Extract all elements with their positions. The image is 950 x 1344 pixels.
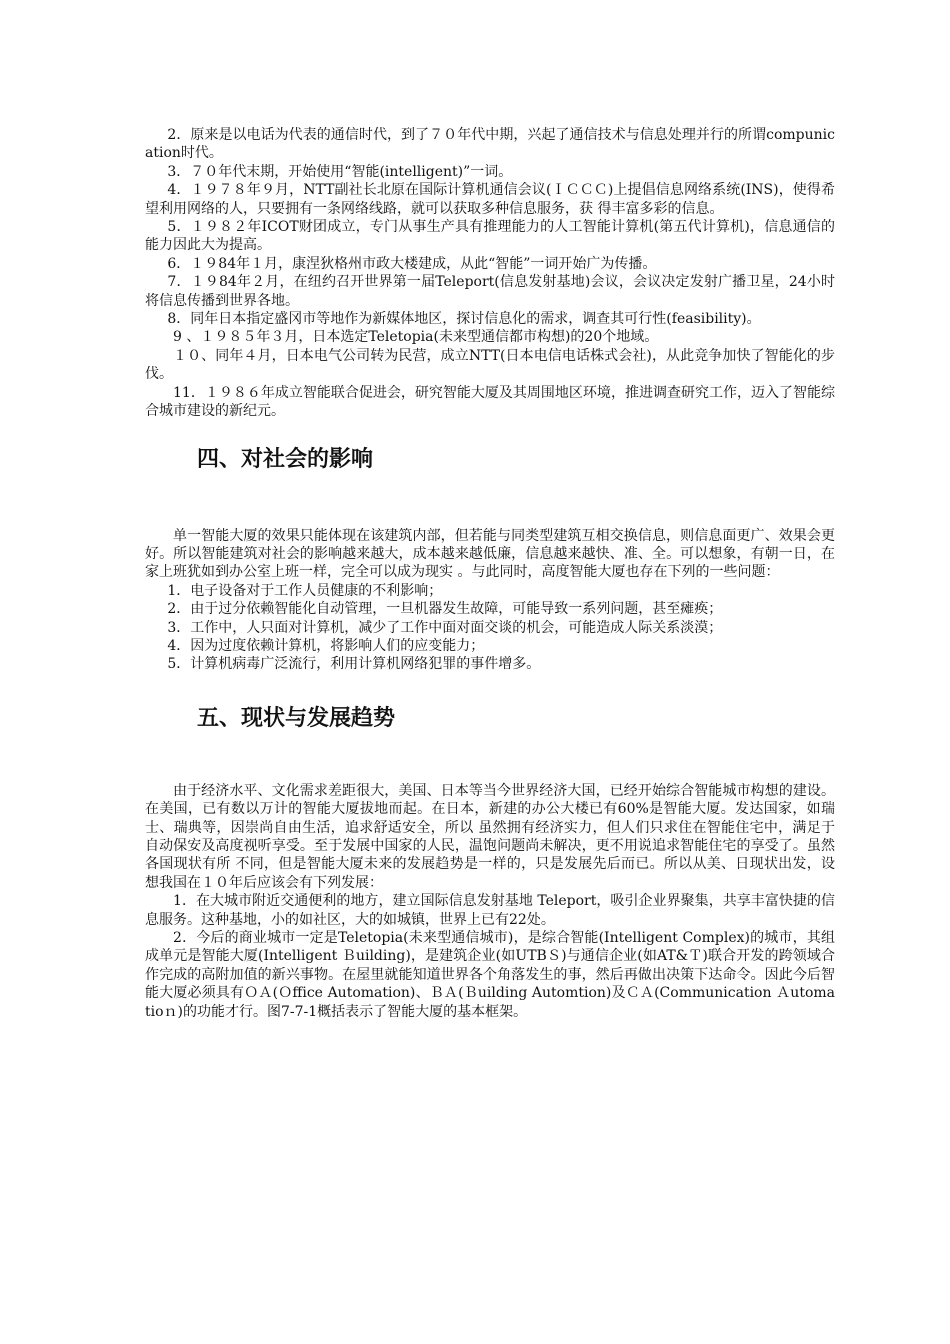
paragraph: 由于经济水平、文化需求差距很大，美国、日本等当今世界经济大国，已经开始综合智能城市构想的建设。在美国，已有数以万计的智能大厦拔地而起。在日本，新建的办公大楼已有60%是智能大厦。发达国家，如瑞士、瑞典等，因崇尚自由生活，追求舒适安全，所以 虽然拥有经济实力，但人们只求住在智能住宅中，满足于自动保安及高度视听享受。至于发展中国家的人民，温饱问题尚未解决，更不用说追求智能住宅的享受了。虽然各国现状有所 不同，但是智能大厦未来的发展趋势是一样的，只是发展先后而已。所以从美、日现状出发，设想我国在１０年后应该会有下列发展：: [145, 782, 835, 891]
list-item: 4．因为过度依赖计算机，将影响人们的应变能力；: [167, 637, 485, 654]
list-item: 11．１９８６年成立智能联合促进会，研究智能大厦及其周围地区环境，推进调查研究工作，迈入了智能综合城市建设的新纪元。: [145, 384, 835, 420]
list-item: 7．１９84年２月，在纽约召开世界第一届Teleport(信息发射基地)会议，会议决定发射广播卫星，24小时将信息传播到世界各地。: [145, 274, 835, 309]
list-item: 3．工作中，人只面对计算机，减少了工作中面对面交谈的机会，可能造成人际关系淡漠；: [167, 619, 723, 636]
list-item: 4．１９７８年９月，NTT副社长北原在国际计算机通信会议(ＩＣＣＣ)上提倡信息网络系统(INS)，使得希望利用网络的人，只要拥有一条网络线路，就可以获取多种信息服务，获 得丰富多彩的信息。: [145, 182, 835, 217]
list-item: 8．同年日本指定盛冈市等地作为新媒体地区，探讨信息化的需求，调查其可行性(feasibility)。: [167, 311, 761, 328]
section-heading-4: 四、对社会的影响: [197, 446, 374, 472]
section-heading-5: 五、现状与发展趋势: [197, 705, 396, 731]
list-item: 1．在大城市附近交通便利的地方，建立国际信息发射基地 Teleport，吸引企业界聚集，共享丰富快捷的信息服务。这种基地，小的如社区，大的如城镇，世界上已有22处。: [145, 893, 835, 928]
list-item: 5．计算机病毒广泛流行，利用计算机网络犯罪的事件增多。: [167, 656, 541, 673]
list-item: 2．今后的商业城市一定是Teletopia(未来型通信城市)，是综合智能(Intelligent Complex)的城市，其组成单元是智能大厦(Intelligent Ｂuilding)，是建筑企业(如UTBＳ)与通信企业(如AT&Ｔ)联合开发的跨领域合作完成的高附加值的新兴事物。在屋里就能知道世界各个角落发生的事，然后再做出决策下达命令。因此今后智能大厦必须具有ＯＡ(Ｏffice Automation)、ＢＡ(Ｂuilding Automtion)及ＣＡ(Communication Ａutomatioｎ)的功能才行。图7-7-1概括表示了智能大厦的基本框架。: [145, 930, 835, 1020]
list-item: 6．１９84年１月，康涅狄格州市政大楼建成，从此“智能”一词开始广为传播。: [167, 255, 657, 272]
list-item: 3．７０年代末期，开始使用“智能(intelligent)”一词。: [167, 163, 513, 180]
section-5-body: [145, 782, 835, 1021]
list-item: 9 、１９８５年３月，日本选定Teletopia(未来型通信都市构想)的20个地域。: [173, 329, 659, 346]
list-item: 1．电子设备对于工作人员健康的不利影响；: [167, 582, 443, 599]
paragraph: 单一智能大厦的效果只能体现在该建筑内部，但若能与同类型建筑互相交换信息，则信息面更广、效果会更好。所以智能建筑对社会的影响越来越大，成本越来越低廉，信息越来越快、准、全。可以想象，有朝一日，在家上班犹如到办公室上班一样，完全可以成为现实 。与此同时，高度智能大厦也存在下列的一些问题：: [145, 527, 835, 581]
section-4-body: [145, 527, 835, 674]
list-item: 2．原来是以电话为代表的通信时代，到了７０年代中期，兴起了通信技术与信息处理并行的所谓compunication时代。: [145, 127, 835, 162]
document-page: [145, 126, 835, 1021]
list-item: 5．１９８２年ICOT财团成立，专门从事生产具有推理能力的人工智能计算机(第五代计算机)，信息通信的能力因此大为提高。: [145, 219, 835, 254]
section-3-list: [145, 126, 835, 421]
list-item: １０、同年４月，日本电气公司转为民营，成立NTT(日本电信电话株式会社)，从此竞争加快了智能化的步伐。: [145, 347, 835, 383]
list-item: 2．由于过分依赖智能化自动管理，一旦机器发生故障，可能导致一系列问题，甚至瘫痪；: [167, 601, 723, 618]
